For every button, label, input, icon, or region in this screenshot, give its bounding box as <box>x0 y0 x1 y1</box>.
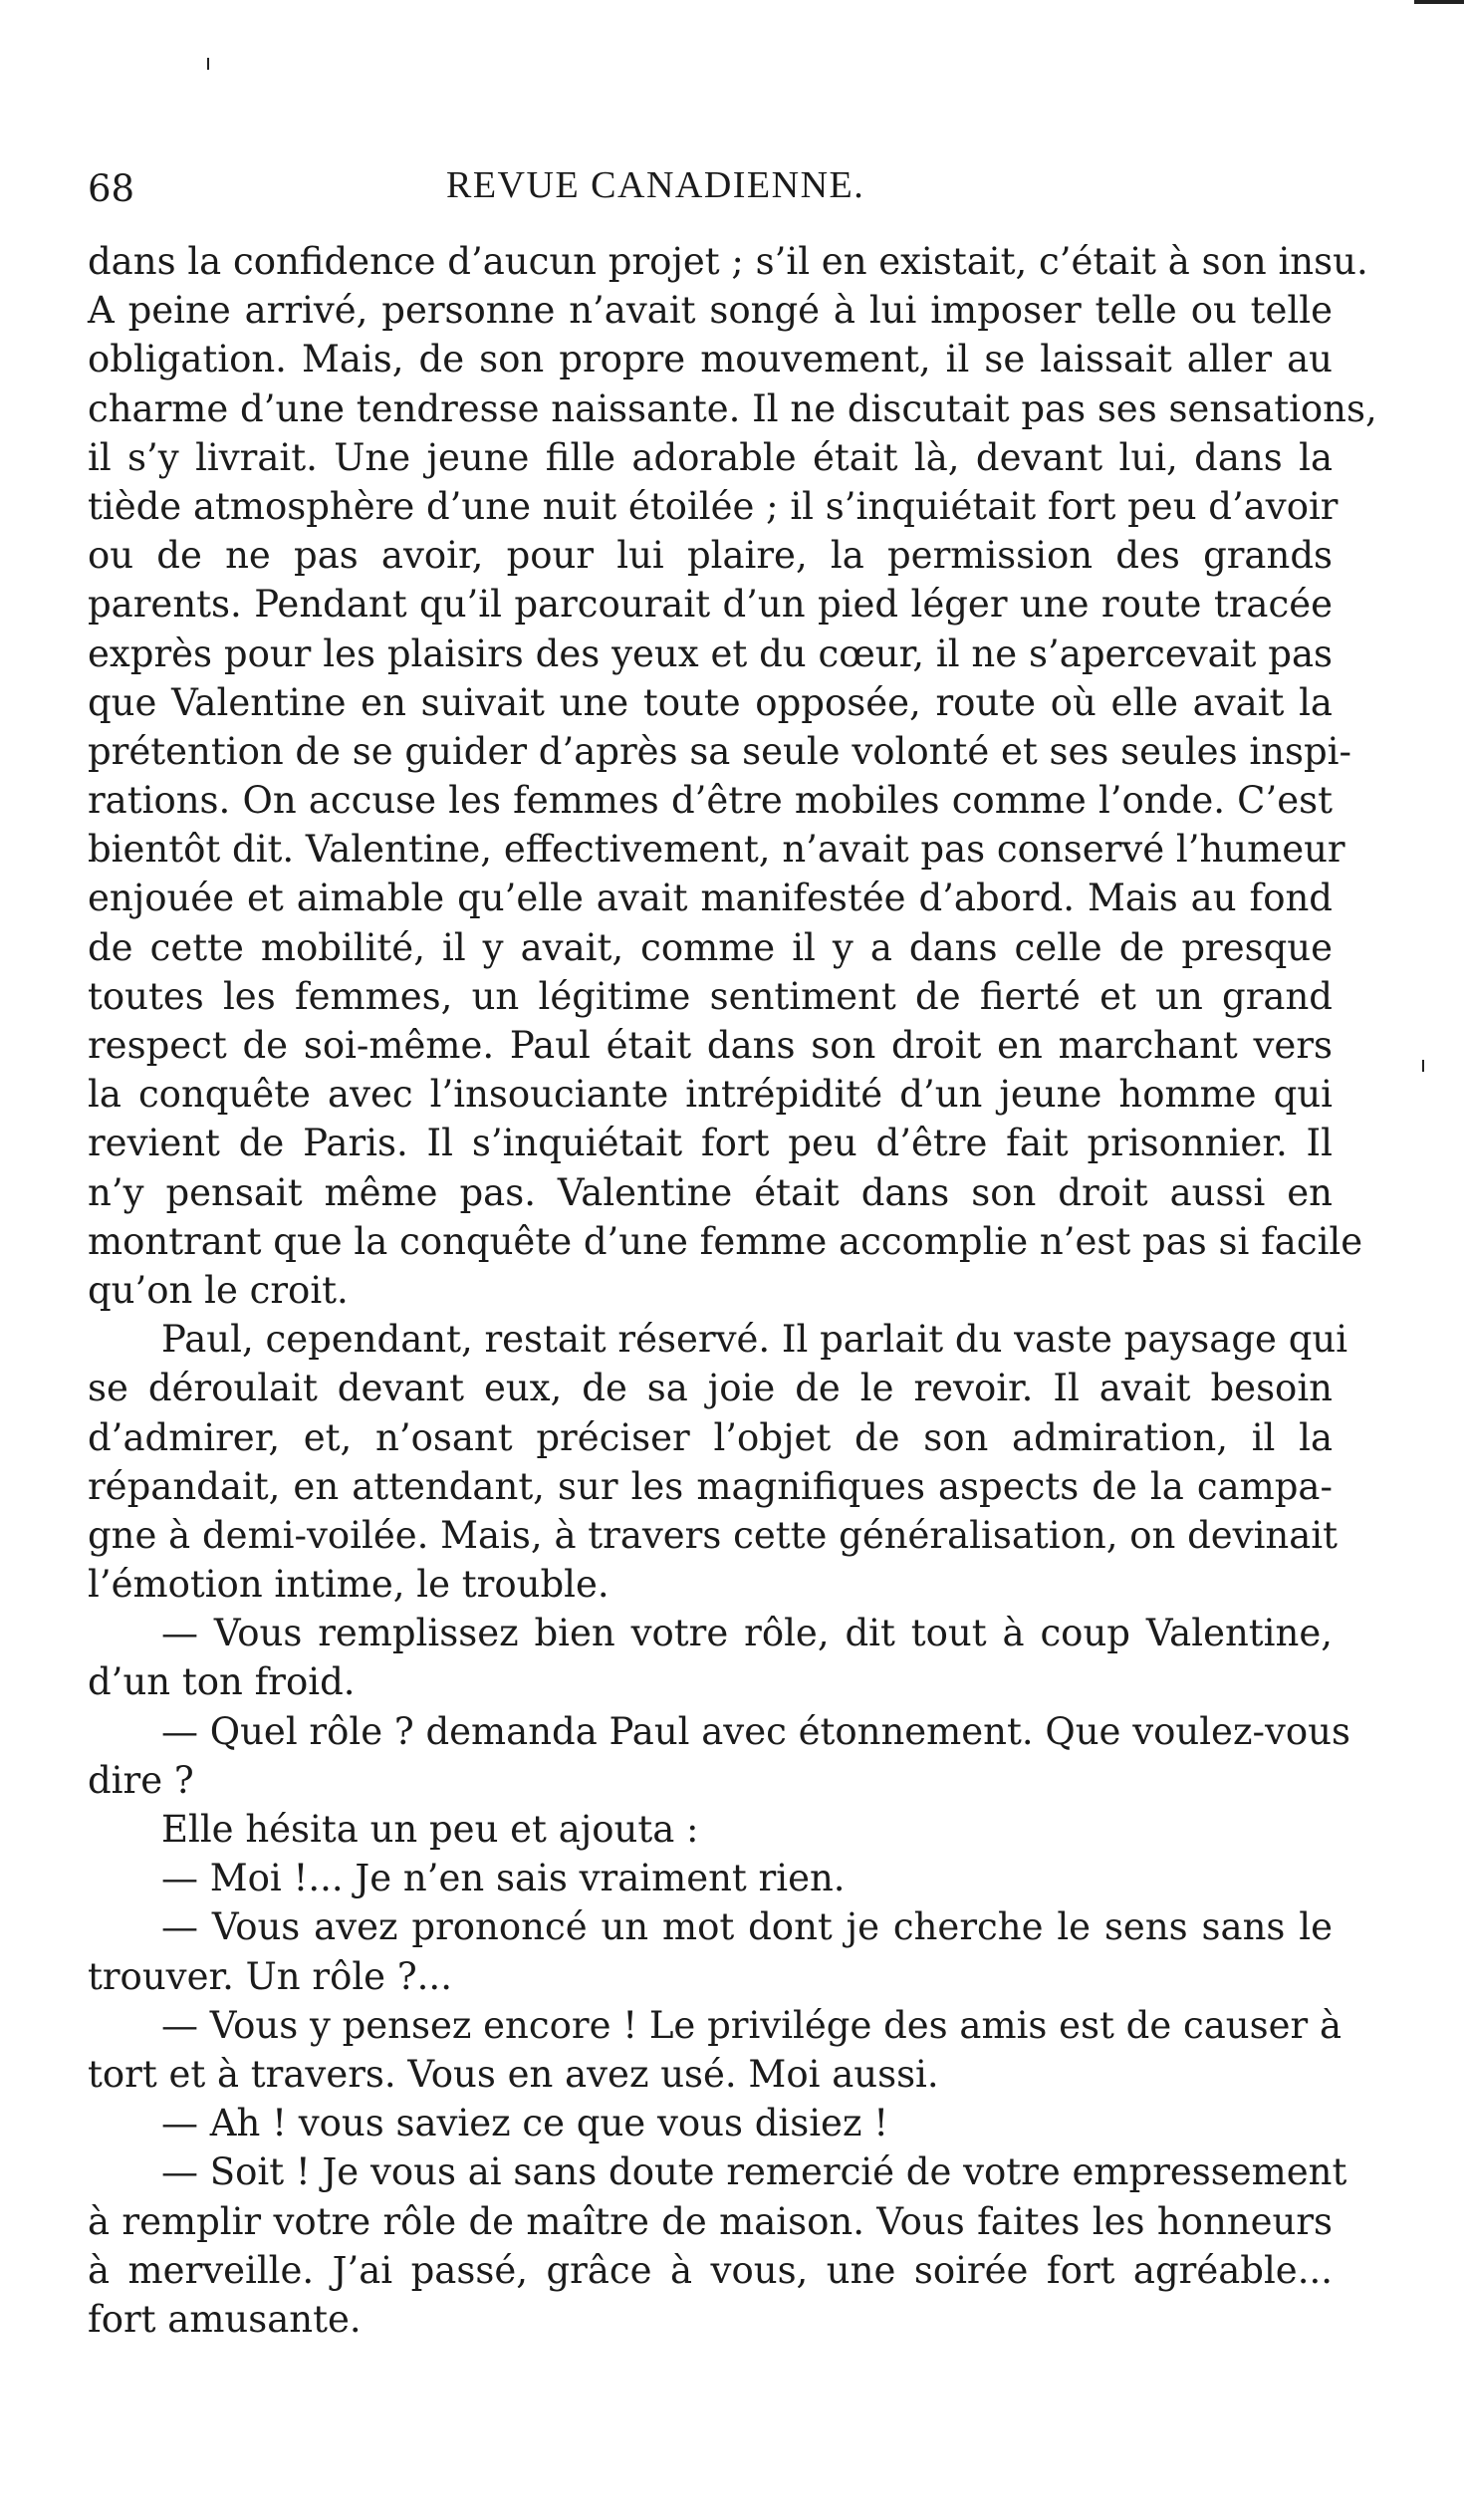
text-line: Elle hésita un peu et ajouta : <box>161 1808 699 1851</box>
scan-mark <box>1422 1060 1424 1072</box>
text-line: — Soit ! Je vous ai sans doute remercié de votre empressement <box>161 2150 1347 2194</box>
text-line: A peine arrivé, personne n’avait songé à lui imposer telle ou telle <box>88 289 1333 333</box>
text-line: charme d’une tendresse naissante. Il ne discutait pas ses sensations, <box>88 386 1377 430</box>
text-line: — Ah ! vous saviez ce que vous disiez ! <box>161 2102 889 2145</box>
body-text <box>88 237 1377 2344</box>
text-line: obligation. Mais, de son propre mouvement, il se laissait aller au <box>88 338 1333 381</box>
text-line: à merveille. J’ai passé, grâce à vous, une soirée fort agréable... <box>88 2248 1333 2292</box>
scan-mark <box>1414 0 1464 4</box>
text-line: il s’y livrait. Une jeune fille adorable était là, devant lui, dans la <box>88 435 1333 479</box>
text-line: — Quel rôle ? demanda Paul avec étonnement. Que voulez-vous <box>161 1709 1350 1753</box>
text-line: enjouée et aimable qu’elle avait manifestée d’abord. Mais au fond <box>88 877 1333 920</box>
text-line: toutes les femmes, un légitime sentiment de fierté et un grand <box>88 974 1333 1018</box>
text-line: bientôt dit. Valentine, effectivement, n’avait pas conservé l’humeur <box>88 828 1345 872</box>
text-line: Paul, cependant, restait réservé. Il parlait du vaste paysage qui <box>161 1318 1348 1362</box>
text-line: gne à demi-voilée. Mais, à travers cette généralisation, on devinait <box>88 1513 1339 1557</box>
text-line: revient de Paris. Il s’inquiétait fort peu d’être fait prisonnier. Il <box>88 1122 1333 1165</box>
text-line: la conquête avec l’insouciante intrépidité d’un jeune homme qui <box>88 1073 1333 1117</box>
text-line: — Moi !... Je n’en sais vraiment rien. <box>161 1857 846 1900</box>
page-header <box>88 159 1333 219</box>
text-line: fort amusante. <box>88 2297 362 2341</box>
text-line: tort et à travers. Vous en avez usé. Moi aussi. <box>88 2052 939 2096</box>
text-line: d’admirer, et, n’osant préciser l’objet de son admiration, il la <box>88 1415 1333 1459</box>
text-line: à remplir votre rôle de maître de maison. Vous faites les honneurs <box>88 2199 1333 2243</box>
text-line: qu’on le croit. <box>88 1268 349 1312</box>
text-line: — Vous y pensez encore ! Le privilége des amis est de causer à <box>161 2003 1342 2047</box>
text-line: — Vous remplissez bien votre rôle, dit tout à coup Valentine, <box>161 1612 1333 1655</box>
text-line: respect de soi-même. Paul était dans son droit en marchant vers <box>88 1024 1333 1067</box>
text-line: répandait, en attendant, sur les magnifiques aspects de la campa- <box>88 1464 1333 1508</box>
text-line: trouver. Un rôle ?... <box>88 1954 452 1998</box>
text-line: exprès pour les plaisirs des yeux et du cœur, il ne s’apercevait pas <box>88 631 1333 675</box>
text-line: parents. Pendant qu’il parcourait d’un pied léger une route tracée <box>88 583 1333 627</box>
page-number: 68 <box>88 167 135 210</box>
text-line: n’y pensait même pas. Valentine était dans son droit aussi en <box>88 1170 1333 1214</box>
text-line: montrant que la conquête d’une femme accomplie n’est pas si facile <box>88 1219 1363 1263</box>
text-line: dire ? <box>88 1758 194 1802</box>
text-line: dans la confidence d’aucun projet ; s’il en existait, c’était à son insu. <box>88 240 1368 283</box>
text-line: tiède atmosphère d’une nuit étoilée ; il s’inquiétait fort peu d’avoir <box>88 484 1339 528</box>
text-line: prétention de se guider d’après sa seule volonté et ses seules inspi- <box>88 729 1352 773</box>
scan-mark <box>207 58 209 70</box>
text-line: l’émotion intime, le trouble. <box>88 1563 610 1607</box>
text-line: ou de ne pas avoir, pour lui plaire, la permission des grands <box>88 534 1333 578</box>
text-line: se déroulait devant eux, de sa joie de le revoir. Il avait besoin <box>88 1367 1333 1410</box>
text-line: — Vous avez prononcé un mot dont je cherche le sens sans le <box>161 1905 1333 1949</box>
text-line: d’un ton froid. <box>88 1660 356 1704</box>
running-head: REVUE CANADIENNE. <box>446 164 865 206</box>
text-line: que Valentine en suivait une toute opposée, route où elle avait la <box>88 680 1333 724</box>
text-line: rations. On accuse les femmes d’être mobiles comme l’onde. C’est <box>88 779 1333 823</box>
text-line: de cette mobilité, il y avait, comme il y a dans celle de presque <box>88 925 1333 969</box>
